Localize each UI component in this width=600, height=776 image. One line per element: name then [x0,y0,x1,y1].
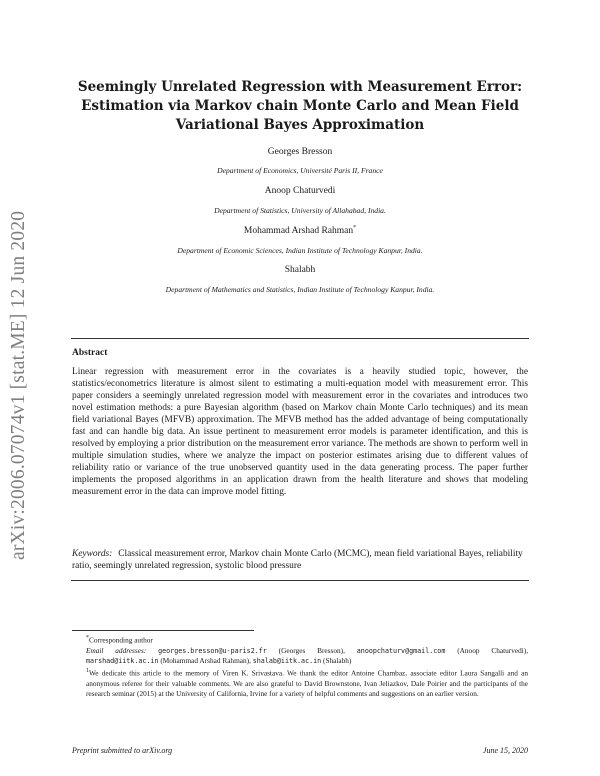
email-link[interactable]: georges.bresson@u-paris2.fr [158,646,267,655]
keywords-text: Classical measurement error, Markov chain Monte Carlo (MCMC), mean field variational Bayes, reliability ratio, seemingly unrelated regression, systolic blood pressure [72,549,523,572]
title-line-3: Variational Bayes Approximation [175,117,425,133]
author-affiliation: Department of Economics, Université Paris II, France [217,166,383,175]
corresponding-author-footnote: *Corresponding author [86,635,153,645]
email-link[interactable]: marshad@iitk.ac.in [86,656,159,665]
keywords-label: Keywords: [72,549,113,559]
author-affiliation: Department of Statistics, University of Allahabad, India. [214,206,386,215]
author-name: Georges Bresson [267,147,333,158]
email-link[interactable]: shalab@iitk.ac.in [252,656,322,665]
title-line-2: Estimation via Markov chain Monte Carlo and Mean Field [81,98,519,114]
email-label: Email addresses: [86,645,147,655]
preprint-note: Preprint submitted to arXiv.org [72,746,173,755]
abstract-text: Linear regression with measurement error in the covariates is a heavily studied topic, however, the statistics/econometrics literature is almost silent to estimating a multi-equation model with measurement error. This paper considers a seemingly unrelated regression model with measurement error in the covariates and introduces two novel estimation methods: a pure Bayesian algorithm (based on Markov chain Monte Carlo techniques) and its mean field variational Bayes (MFVB) approximation. The MFVB method has the added advantage of being computationally fast and can handle big data. An issue pertinent to measurement error models is parameter identification, and this is resolved by employing a prior distribution on the measurement error variance. The methods are shown to perform well in multiple simulation studies, where we analyze the impact on posterior estimates arising due to different values of reliability ratio or variance of the true unobserved quantity used in the data generating process. The paper further implements the proposed algorithms in an application drawn from the health literature and shows that modeling measurement error in the data can improve model fitting. [72,367,528,498]
author-affiliation: Department of Economic Sciences, Indian Institute of Technology Kanpur, India. [177,246,423,255]
abstract-top-rule [71,338,529,339]
title-line-1: Seemingly Unrelated Regression with Measurement Error: [77,79,523,95]
keywords [72,548,528,573]
arxiv-identifier-stamp: arXiv:2006.07074v1 [stat.ME] 12 Jun 2020 [8,210,29,560]
author-name: Anoop Chaturvedi [264,186,336,197]
abstract-bottom-rule [71,580,529,581]
email-footnote: Email addresses: georges.bresson@u-paris2.fr (Georges Bresson), anoopchaturv@gmail.com (Anoop Chaturvedi), marshad@iitk.ac.in (Mohammad Arshad Rahman), shalab@iitk.ac.in (Shalabh) [86,645,529,665]
author-name: Shalabh [284,265,316,276]
dedication-footnote: $^1$We dedicate this article to the memory of Viren K. Srivastava. We thank the editor Antoine Chambaz, associate editor Laura Sangalli and an anonymous referee for their valuable comments. We are also grateful to David Brownstone, Ivan Jeliazkov, Dale Poirier and the participants of the research seminar (2015) at the University of California, Irvine for a variety of helpful comments and suggestions on an earlier version. [86,668,528,698]
author-affiliation: Department of Mathematics and Statistics, Indian Institute of Technology Kanpur, India. [165,285,435,294]
paper-title [72,78,528,135]
footnotes [72,633,528,699]
email-link[interactable]: anoopchaturv@gmail.com [356,646,446,655]
abstract-heading: Abstract [72,348,108,358]
footnote-rule [72,630,254,631]
preprint-date: June 15, 2020 [482,746,528,755]
author-name: Mohammad Arshad Rahman* [243,225,357,237]
